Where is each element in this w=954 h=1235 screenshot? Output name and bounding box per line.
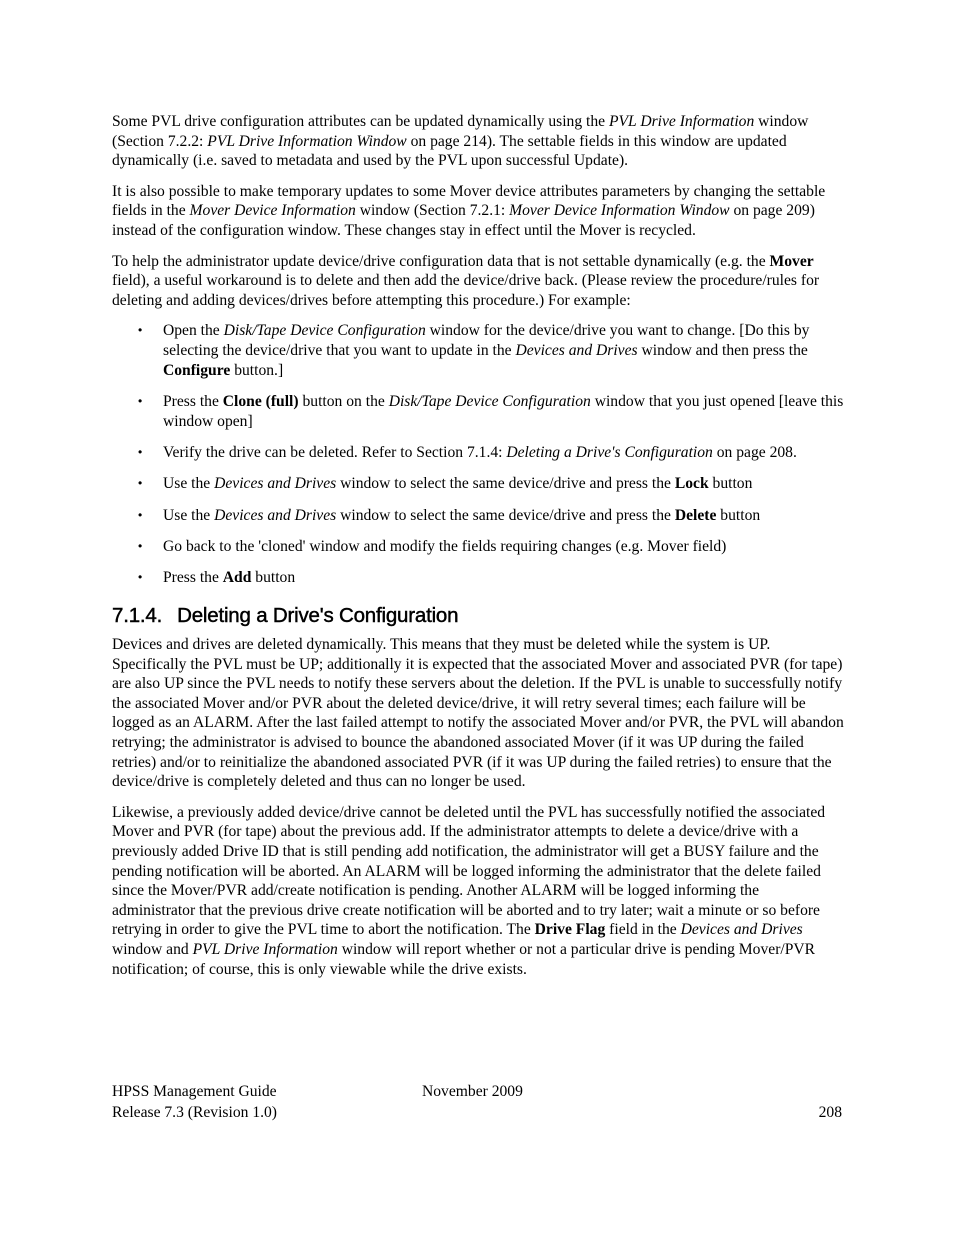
italic-run: PVL Drive Information [192, 940, 338, 958]
text-run: Likewise, a previously added device/drive cannot be deleted until the PVL has successfully notified the associated Mover and PVR (for tape) about the previous add. If the administrator attempts to delete a device/drive with a previously added Drive ID that is still pending add notification, the administrator will get a BUSY failure and the pending notification will be aborted. An ALARM will be logged informing the administrator that the delete failed since the Mover/PVR add/create notification is pending. Another ALARM will be logged informing the administrator that the previous drive create notification will be aborted and to try later; wait a minute or so before retrying in order to give the PVL time to abort the notification. The [112, 803, 826, 939]
bullet-item-add [112, 568, 844, 588]
text-run: Press the [163, 392, 223, 410]
paragraph-deletion-dynamic [112, 635, 844, 792]
bullet-icon: • [138, 539, 143, 554]
text-run: button [716, 506, 761, 524]
footer-date: November 2009 [422, 1083, 523, 1100]
section-number: 7.1.4. [112, 604, 163, 628]
paragraph-mover-temporary-update [112, 182, 844, 241]
bold-run: Clone (full) [222, 392, 299, 410]
bullet-icon: • [138, 323, 143, 338]
text-run: Some PVL drive configuration attributes can be updated dynamically using the [112, 113, 609, 130]
text-run: Use the [163, 475, 215, 493]
text-run: Use the [163, 506, 215, 524]
bold-run: Configure [163, 361, 231, 379]
paragraph-workaround [112, 252, 844, 311]
text-run: Open the [163, 322, 224, 340]
paragraph-pvl-dynamic-update [112, 112, 844, 171]
bullet-icon: • [138, 476, 143, 491]
italic-run: Devices and Drives [214, 475, 337, 493]
italic-run: PVL Drive Information Window [207, 132, 407, 150]
section-heading [112, 604, 844, 628]
bullet-icon: • [138, 444, 143, 459]
section-title: Deleting a Drive's Configuration [177, 604, 459, 628]
bullet-item-open-config [112, 321, 844, 380]
footer-guide-title: HPSS Management Guide [112, 1083, 277, 1100]
text-run: button on the [298, 392, 389, 410]
bullet-item-lock [112, 474, 844, 494]
text-run: Verify the drive can be deleted. Refer to Section 7.1.4: [163, 443, 507, 461]
bullet-item-clone [112, 392, 844, 431]
text-run: button [708, 475, 753, 493]
text-run: window that you just opened [leave this window open] [163, 392, 844, 430]
text-run: Go back to the 'cloned' window and modify the fields requiring changes (e.g. Mover field) [163, 538, 727, 556]
italic-run: Mover Device Information [189, 202, 356, 220]
text-run: on page 214). The settable fields in this window are updated dynamically (i.e. saved to metadata and used by the PVL upon successful Update). [112, 132, 787, 170]
paragraph-pending-notification [112, 803, 844, 979]
italic-run: PVL Drive Information [609, 113, 755, 130]
text-run: window will report whether or not a particular drive is pending Mover/PVR notification; of course, this is only viewable while the drive exists. [112, 940, 816, 978]
bullet-item-delete [112, 506, 844, 526]
bullet-item-modify [112, 537, 844, 557]
text-run: To help the administrator update device/drive configuration data that is not settable dynamically (e.g. the [112, 252, 770, 270]
italic-run: Deleting a Drive's Configuration [506, 443, 713, 461]
bold-run: Delete [674, 506, 717, 524]
italic-run: Disk/Tape Device Configuration [223, 322, 426, 340]
bold-run: Add [222, 569, 252, 587]
bold-run: Drive Flag [534, 921, 606, 939]
footer-release: Release 7.3 (Revision 1.0) [112, 1104, 277, 1121]
text-run: Press the [163, 569, 223, 587]
text-run: window and [112, 940, 193, 958]
bullet-item-verify [112, 443, 844, 463]
bullet-icon: • [138, 393, 143, 408]
bold-run: Lock [674, 475, 709, 493]
procedure-bullet-list [112, 321, 844, 588]
text-run: window (Section 7.2.2: [112, 113, 809, 150]
text-run: window to select the same device/drive and press the [336, 506, 675, 524]
text-run: button.] [230, 361, 284, 379]
italic-run: Devices and Drives [680, 921, 803, 939]
text-run: window to select the same device/drive and press the [336, 475, 675, 493]
text-run: on page 208. [712, 443, 797, 461]
text-run: window (Section 7.2.1: [355, 202, 510, 220]
text-run: on page 209) instead of the configuration window. These changes stay in effect until the Mover is recycled. [112, 202, 815, 239]
text-run: window for the device/drive you want to change. [Do this by selecting the device/drive that you want to update in the [163, 322, 810, 359]
italic-run: Devices and Drives [515, 341, 638, 359]
bullet-icon: • [138, 570, 143, 585]
italic-run: Mover Device Information Window [509, 202, 730, 220]
text-run: field in the [605, 921, 681, 939]
text-run: field), a useful workaround is to delete and then add the device/drive back. (Please review the procedure/rules for deleting and adding devices/drives before attempting this procedure.) For example: [112, 272, 820, 309]
italic-run: Disk/Tape Device Configuration [388, 392, 591, 410]
footer-page-number: 208 [818, 1104, 842, 1121]
document-body [112, 112, 844, 990]
text-run: window and then press the [637, 341, 808, 359]
bold-run: Mover [769, 252, 814, 270]
text-run: It is also possible to make temporary updates to some Mover device attributes parameters by changing the settable fields in the [112, 182, 826, 220]
bullet-icon: • [138, 507, 143, 522]
text-run: button [251, 569, 296, 587]
text-run: Devices and drives are deleted dynamically. This means that they must be deleted while the system is UP. Specifically the PVL must be UP; additionally it is expected that the associated Mover and associated PVR (for tape) are also UP since the PVL needs to notify these servers about the deletion. If the PVL is unable to successfully notify the associated Mover and/or PVR about the deleted device/drive, it will retry several times; each failure will be logged as an ALARM. After the last failed attempt to notify the associated Mover and/or PVR, the PVL will abandon retrying; the administrator is advised to bounce the abandoned associated Mover (if it was UP during the failed retries) and/or to reinitialize the abandoned associated PVR (if it was UP during the failed retries) to ensure that the device/drive is completely deleted and thus can no longer be used. [112, 636, 844, 791]
italic-run: Devices and Drives [214, 506, 337, 524]
